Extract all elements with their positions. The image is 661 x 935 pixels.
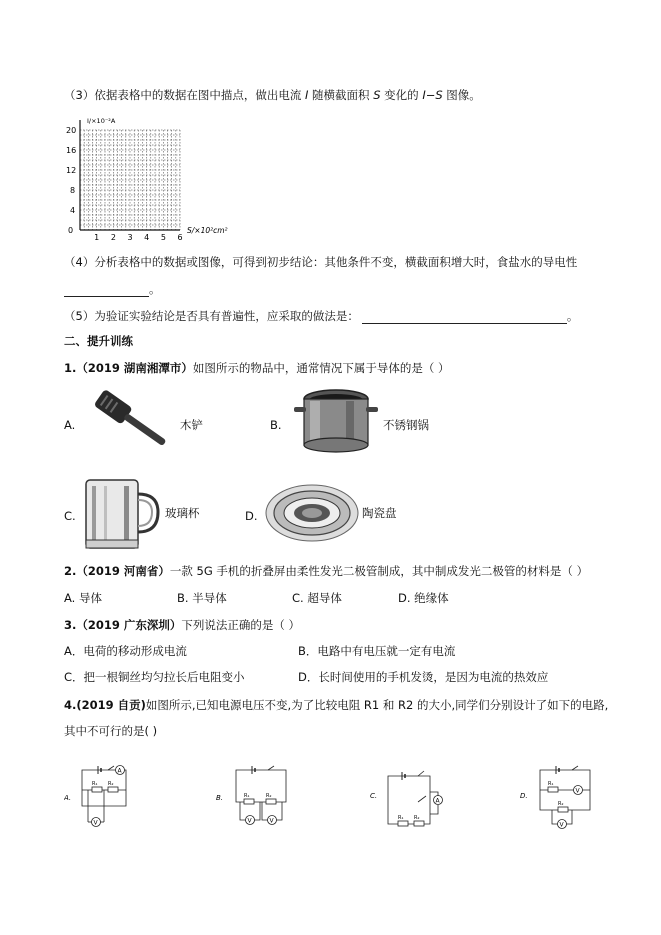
circuit-a [64,762,144,834]
circuit-a-meter: A [117,767,122,775]
circuit-a-r2: R₂ [108,781,114,787]
q1-stem [64,360,450,376]
circuit-d-key[interactable]: D. [520,792,528,800]
part5-end: 。 [566,309,579,323]
q2-number: 2. [64,564,77,578]
q2-option-a[interactable]: A. 导体 [64,591,102,605]
circuit-a-key[interactable]: A. [64,794,72,802]
q3-source: （2019 广东深圳） [76,618,182,632]
q4-source: (2019 自贡) [76,698,146,712]
q3-option-b[interactable]: B．电路中有电压就一定有电流 [298,644,456,658]
part3-prefix: （3）依据表格中的数据在图中描点，做出电流 [64,88,305,102]
circuit-d-meter: V [575,787,580,795]
part4-text: （4）分析表格中的数据或图像，可得到初步结论：其他条件不变，横截面积增大时，食盐水的导电性 [64,255,578,269]
circuit-c-r2: R₂ [414,815,420,821]
circuit-d-meter2: V [559,821,564,829]
part4-answer [64,281,161,297]
circuit-b-key[interactable]: B. [216,794,224,802]
q2-stem [64,563,588,579]
circuit-a-meter2: V [93,819,98,827]
part3-suffix: 变化的 [380,88,423,102]
graph-grid [56,112,246,240]
part5-blank[interactable] [362,311,567,324]
part5-line [64,308,578,324]
ceramic-plate-image [262,478,362,548]
q1-option-d-key[interactable]: D. [245,509,258,523]
y-axis-label: I/×10⁻²A [87,117,116,125]
part5-text: （5）为验证实验结论是否具有普遍性，应采取的做法是： [64,309,359,323]
part4-line [64,254,577,270]
part3-line [64,87,481,103]
q1-text: 如图所示的物品中，通常情况下属于导体的是（ ） [192,361,450,375]
x-tick-label: 4 [144,233,150,240]
circuit-d-r2: R₂ [558,801,564,807]
y-tick-label: 12 [66,166,77,175]
q1-number: 1. [64,361,77,375]
x-tick-label: 2 [110,233,116,240]
part4-blank[interactable] [64,284,149,297]
q2-option-c[interactable]: C. 超导体 [292,591,342,605]
symbol-IS: I−S [422,88,443,102]
q1-option-d-label: 陶瓷盘 [362,506,397,520]
circuit-b-meter: V [247,817,252,825]
circuit-b-r1: R₁ [244,793,250,799]
circuit-c-meter: A [435,797,440,805]
q1-option-a-key[interactable]: A. [64,418,76,432]
q2-source: （2019 河南省） [76,564,170,578]
q3-text: 下列说法正确的是（ ） [181,618,301,632]
x-tick-label: 5 [160,233,166,240]
q1-source: （2019 湖南湘潭市） [76,361,193,375]
q4-stem [64,697,608,713]
q3-option-d[interactable]: D．长时间使用的手机发烫，是因为电流的热效应 [298,670,549,684]
circuit-c-key[interactable]: C. [370,792,378,800]
x-tick-label: 1 [94,233,100,240]
circuit-b-meter2: V [269,817,274,825]
x-tick-label: 3 [127,233,133,240]
q1-option-b-label: 不锈钢锅 [383,418,429,432]
symbol-I: I [304,88,309,102]
circuit-d-r1: R₁ [548,781,554,787]
q3-number: 3. [64,618,77,632]
q4-number: 4. [64,698,77,712]
x-tick-label: 6 [177,233,183,240]
q1-option-c-key[interactable]: C. [64,509,76,523]
origin-label: 0 [68,226,74,235]
q1-option-b-key[interactable]: B. [270,418,282,432]
x-axis-label: S/×10²cm² [187,226,228,235]
q4-text: 如图所示,已知电源电压不变,为了比较电阻 R1 和 R2 的大小,同学们分别设计了如下的电路, [145,698,609,712]
part3-end: 图像。 [442,88,481,102]
circuit-c-r1: R₁ [398,815,404,821]
wooden-spatula-image [88,385,176,455]
q2-text: 一款 5G 手机的折叠屏由柔性发光二极管制成，其中制成发光二极管的材料是（ ） [169,564,589,578]
q3-stem [64,617,300,633]
circuit-d [520,762,610,834]
q4-stem-line2: 其中不可行的是( ) [64,724,158,738]
part3-mid: 随横截面积 [308,88,374,102]
symbol-S: S [373,88,381,102]
circuit-b-r2: R₂ [266,793,272,799]
q2-option-d[interactable]: D. 绝缘体 [398,591,449,605]
q3-option-a[interactable]: A．电荷的移动形成电流 [64,644,187,658]
circuit-c [370,762,460,834]
y-tick-label: 16 [66,146,77,155]
q2-option-b[interactable]: B. 半导体 [177,591,227,605]
steel-pot-image [290,383,382,463]
y-tick-label: 4 [70,206,76,215]
circuit-b [216,762,306,834]
q1-option-a-label: 木铲 [180,418,203,432]
q1-option-c-label: 玻璃杯 [165,506,200,520]
q3-option-c[interactable]: C．把一根铜丝均匀拉长后电阻变小 [64,670,245,684]
y-tick-label: 20 [66,126,77,135]
circuit-a-r1: R₁ [92,781,98,787]
part4-end: 。 [149,282,161,296]
y-tick-label: 8 [70,186,76,195]
glass-cup-image [80,476,166,552]
section-title: 二、提升训练 [64,334,133,348]
